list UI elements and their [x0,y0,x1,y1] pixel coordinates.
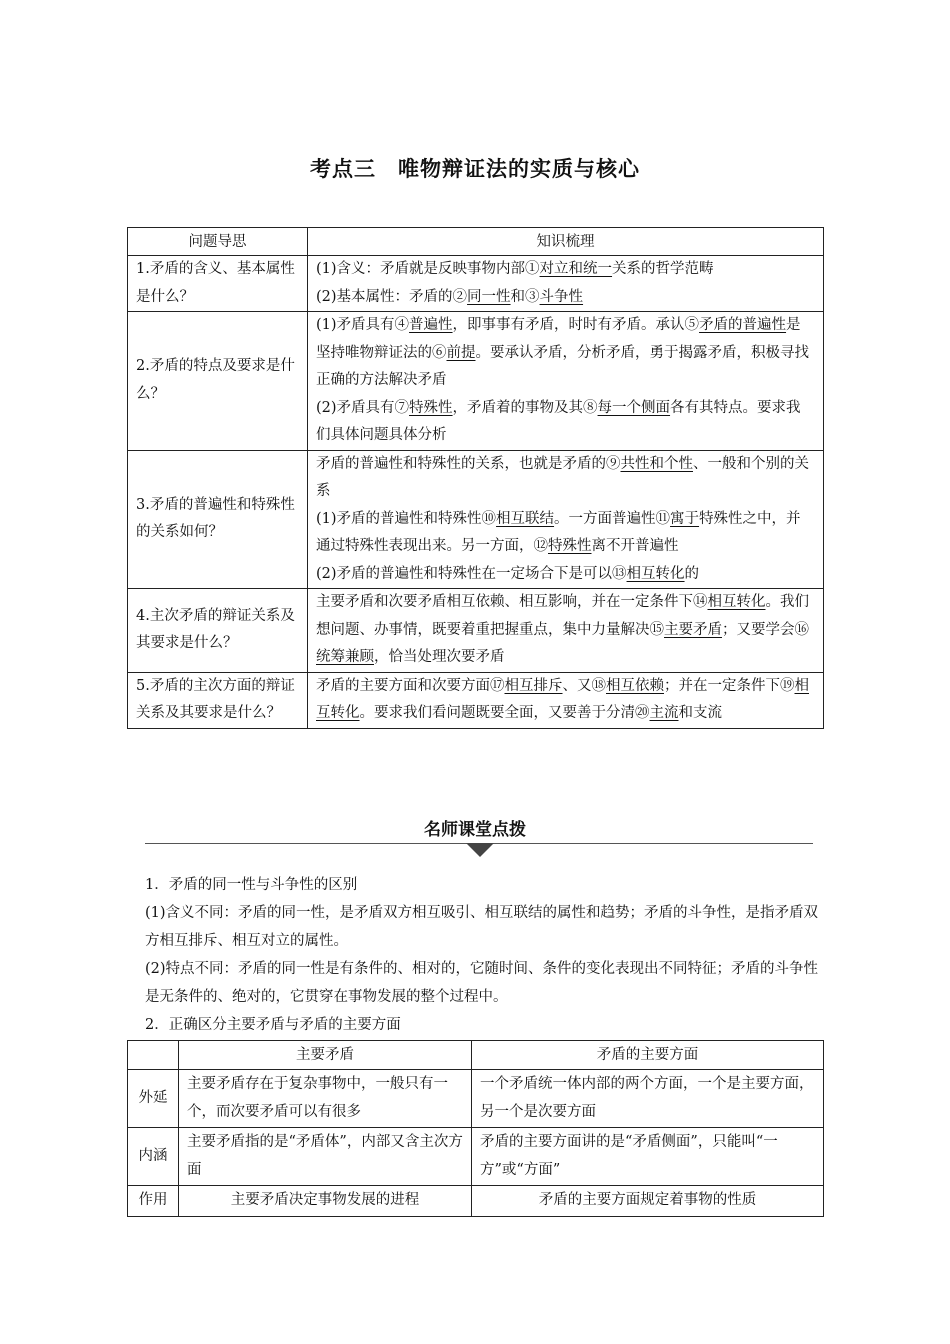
answer-key-term: 统筹兼顾 [316,649,374,665]
answer-line [316,256,815,284]
row-label: 作用 [128,1186,179,1217]
question-cell: 2.矛盾的特点及要求是什么？ [128,312,308,451]
header-knowledge: 知识梳理 [308,228,824,256]
answer-text: 的 [684,565,700,582]
answer-text: ，矛盾着的事物及其⑧ [452,399,598,416]
answer-text: 。一方面普遍性⑪ [554,510,671,527]
answer-text: 离不开普遍性 [591,538,679,554]
answer-key-term: 对立和统一 [539,261,613,277]
answer-text: (2)矛盾具有⑦ [316,399,410,416]
row-label: 内涵 [128,1128,179,1186]
table-row [128,589,824,673]
answer-text: 矛盾的普遍性和特殊性的关系，也就是矛盾的⑨ [316,455,621,472]
answer-key-term: 主流 [649,705,679,721]
header-questions: 问题导思 [128,228,308,256]
answer-line [316,506,815,561]
answer-key-term: 每一个侧面 [597,399,671,416]
cell-aspect: 矛盾的主要方面规定着事物的性质 [472,1186,824,1217]
cell-aspect: 矛盾的主要方面讲的是“矛盾侧面”，只能叫“一方”或“方面” [472,1128,824,1186]
answer-key-term: 普遍性 [409,317,453,333]
answer-cell [308,312,824,451]
comparison-table [127,1040,824,1217]
table-header-row [128,1041,824,1070]
cell-main: 主要矛盾存在于复杂事物中，一般只有一个，而次要矛盾可以有很多 [179,1070,472,1128]
answer-key-term: 主要矛盾 [664,621,722,638]
cell-main: 主要矛盾指的是“矛盾体”，内部又含主次方面 [179,1128,472,1186]
answer-key-term: 相互转化 [626,565,685,582]
row-label: 外延 [128,1070,179,1128]
answer-key-term: 寓于 [670,510,700,527]
answer-text: 和③ [510,288,540,305]
answer-key-term: 特殊性 [548,538,592,554]
section-heading: 名师课堂点拨 [424,820,526,840]
cell-aspect: 一个矛盾统一体内部的两个方面，一个是主要方面，另一个是次要方面 [472,1070,824,1128]
answer-text: (1)矛盾具有④ [316,317,410,333]
answer-line [316,561,815,589]
answer-text: (2)矛盾的普遍性和特殊性在一定场合下是可以⑬ [316,565,627,582]
answer-key-term: 共性和个性 [620,455,693,472]
answer-text: 和支流 [678,705,722,721]
answer-key-term: 相互转化 [316,677,809,721]
answer-line [316,284,815,312]
answer-text: 主要矛盾和次要矛盾相互依赖、相互影响，并在一定条件下⑭ [316,594,708,610]
table-row [128,312,824,451]
section-triangle-icon [466,843,494,857]
table-row [128,1070,824,1128]
question-cell: 5.矛盾的主次方面的辩证关系及其要求是什么？ [128,672,308,728]
cell-main: 主要矛盾决定事物发展的进程 [179,1186,472,1217]
answer-text: ，即事事有矛盾，时时有矛盾。承认⑤ [452,317,700,333]
paragraph: 2．正确区分主要矛盾与矛盾的主要方面 [145,1017,401,1033]
answer-key-term: 斗争性 [539,288,584,305]
paragraph: (1)含义不同：矛盾的同一性，是矛盾双方相互吸引、相互联结的属性和趋势；矛盾的斗争性，是指矛盾双方相互排斥、相互对立的属性。 [145,905,819,949]
answer-cell [308,672,824,728]
page-title: 考点三 唯物辩证法的实质与核心 [310,157,640,181]
answer-text: (1)含义：矛盾就是反映事物内部① [316,261,540,277]
explanation-text [145,871,825,1039]
answer-text: 关系的哲学范畴 [612,261,714,277]
header-main-contradiction: 主要矛盾 [179,1041,472,1070]
answer-text: 各有其特点。要求我们具体问题具体分析 [316,399,801,443]
paragraph: 1．矛盾的同一性与斗争性的区别 [145,877,358,893]
answer-key-term: 相互依赖 [606,677,664,694]
question-cell: 3.矛盾的普遍性和特殊性的关系如何？ [128,450,308,589]
table-row [128,1128,824,1186]
knowledge-table [127,227,824,729]
table-row [128,672,824,728]
answer-key-term: 特殊性 [409,399,453,416]
question-cell: 1.矛盾的含义、基本属性是什么？ [128,256,308,312]
answer-text: 。我们想问题、办事情，既要着重把握重点，集中力量解决⑮ [316,594,809,638]
paragraph: (2)特点不同：矛盾的同一性是有条件的、相对的，它随时间、条件的变化表现出不同特征；矛盾的斗争性是无条件的、绝对的，它贯穿在事物发展的整个过程中。 [145,961,819,1005]
table-row [128,256,824,312]
answer-key-term: 前提 [446,344,476,361]
table-row [128,1186,824,1217]
question-cell: 4.主次矛盾的辩证关系及其要求是什么？ [128,589,308,673]
answer-line [316,395,815,450]
header-blank [128,1041,179,1070]
answer-text: 是坚持唯物辩证法的⑥ [316,317,801,361]
answer-text: 、又⑱ [562,677,606,694]
answer-text: 、一般和个别的关系 [316,455,809,499]
answer-text: ；并在一定条件下⑲ [664,677,795,694]
answer-text: (2)基本属性：矛盾的② [316,288,468,305]
answer-line [316,312,815,395]
answer-key-term: 矛盾的普遍性 [699,317,787,333]
answer-key-term: 同一性 [467,288,511,305]
answer-line [316,451,815,506]
answer-cell [308,450,824,589]
table-row [128,450,824,589]
answer-cell [308,256,824,312]
answer-key-term: 相互转化 [707,594,766,610]
answer-text: 矛盾的主要方面和次要方面⑰ [316,677,505,694]
answer-key-term: 相互排斥 [504,677,563,694]
header-main-aspect: 矛盾的主要方面 [472,1041,824,1070]
answer-text: ，恰当处理次要矛盾 [374,649,505,665]
table-header-row [128,228,824,256]
answer-cell [308,589,824,673]
answer-line [316,589,815,672]
answer-text: 。要求我们看问题既要全面，又要善于分清⑳ [359,705,650,721]
answer-line [316,673,815,728]
answer-text: 。要承认矛盾，分析矛盾，勇于揭露矛盾，积极寻找正确的方法解决矛盾 [316,344,809,388]
answer-key-term: 相互联结 [496,510,555,527]
answer-text: (1)矛盾的普遍性和特殊性⑩ [316,510,497,527]
answer-text: 特殊性之中，并通过特殊性表现出来。另一方面，⑫ [316,510,801,554]
answer-text: ；又要学会⑯ [722,621,809,638]
